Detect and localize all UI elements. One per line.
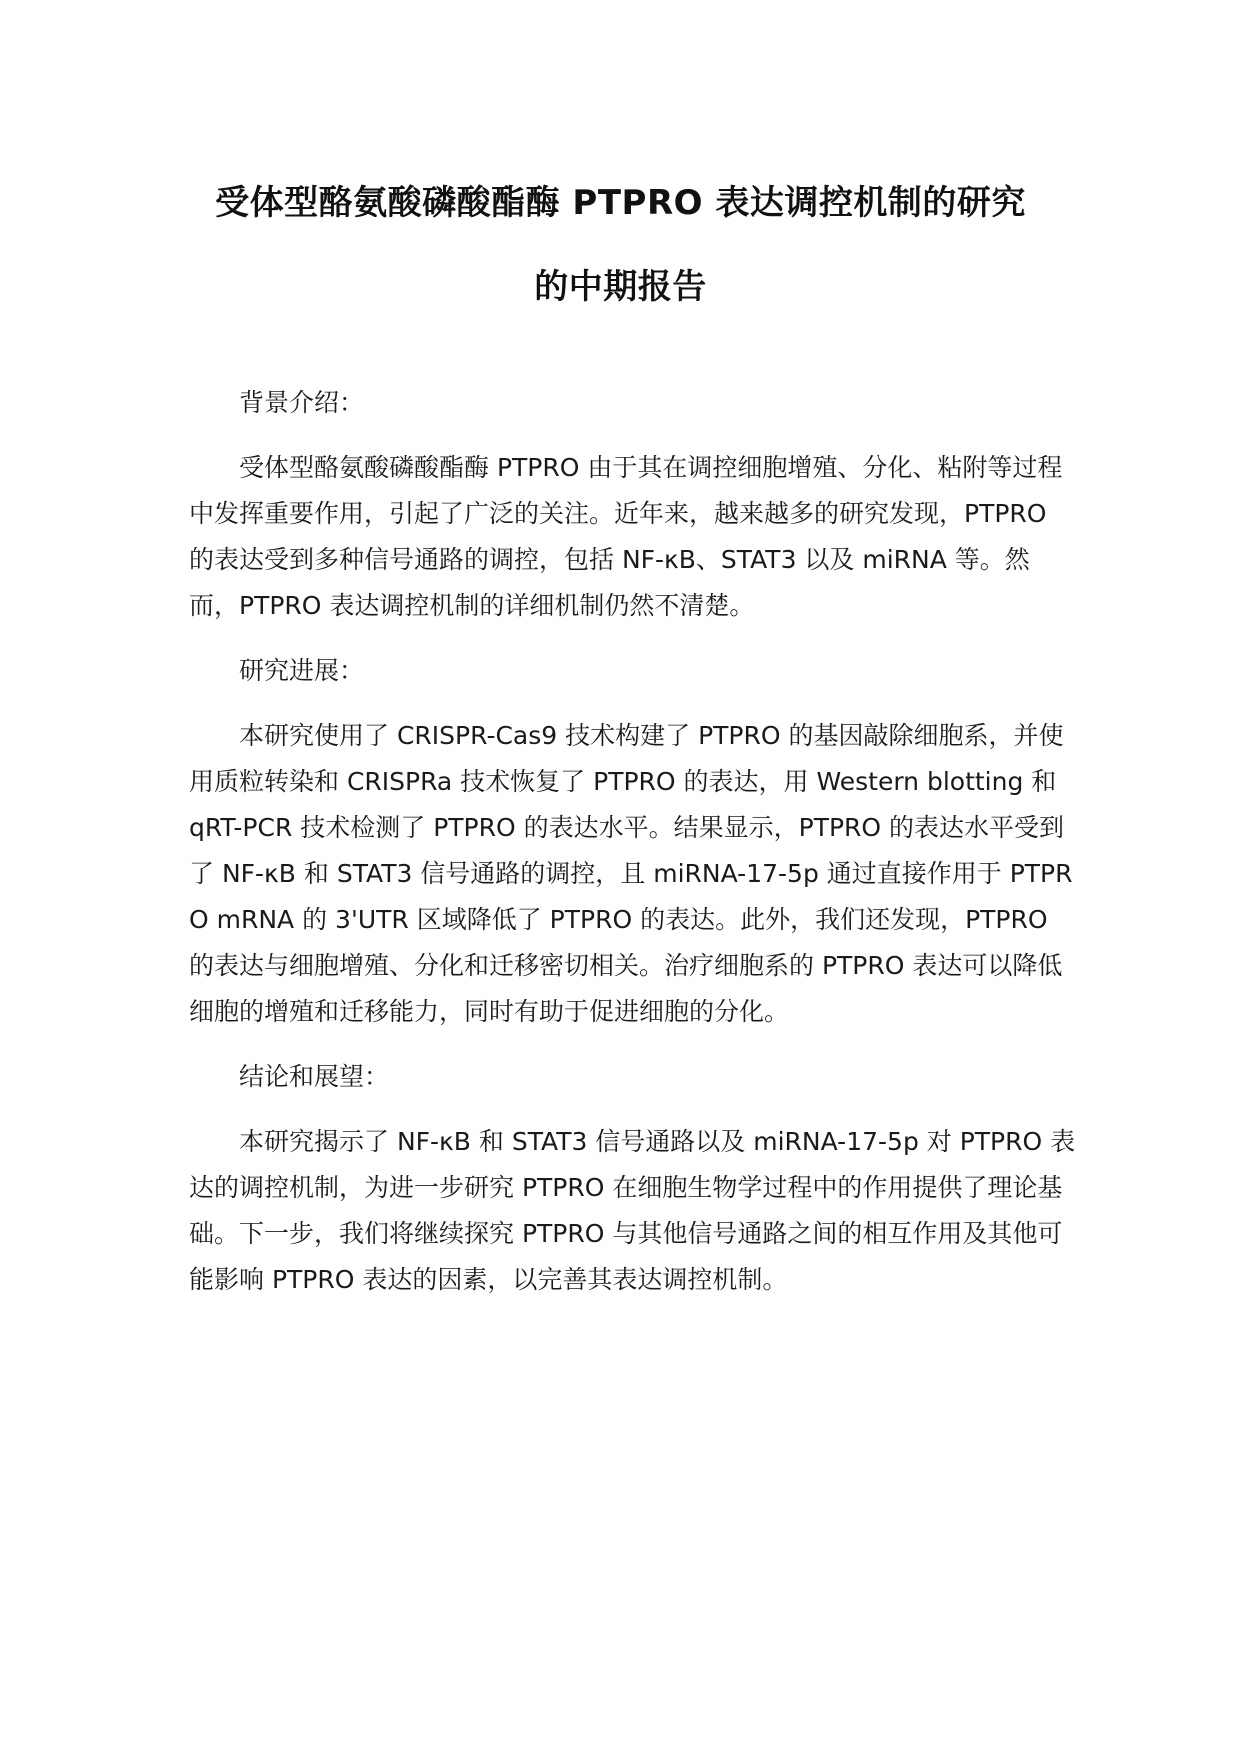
section-heading-background: 背景介绍： <box>239 388 365 417</box>
document-title-line-2: 的中期报告 <box>534 267 707 307</box>
section-paragraph-progress: 本研究使用了 CRISPR-Cas9 技术构建了 PTPRO 的基因敲除细胞系，并使用质粒转染和 CRISPRa 技术恢复了 PTPRO 的表达，用 Western blotting 和 qRT-PCR 技术检测了 PTPRO 的表达水平。结果显示，PTPRO 的表达水平受到了 NF-κB 和 STAT3 信号通路的调控，且 miRNA-17-5p 通过直接作用于 PTPRO mRNA 的 3'UTR 区域降低了 PTPRO 的表达。此外，我们还发现，PTPRO 的表达与细胞增殖、分化和迁移密切相关。治疗细胞系的 PTPRO 表达可以降低细胞的增殖和迁移能力，同时有助于促进细胞的分化。 <box>189 721 1073 1026</box>
section-paragraph-background: 受体型酪氨酸磷酸酯酶 PTPRO 由于其在调控细胞增殖、分化、粘附等过程中发挥重要作用，引起了广泛的关注。近年来，越来越多的研究发现，PTPRO 的表达受到多种信号通路的调控，包括 NF-κB、STAT3 以及 miRNA 等。然而，PTPRO 表达调控机制的详细机制仍然不清楚。 <box>189 453 1063 620</box>
section-heading-conclusion: 结论和展望： <box>239 1062 390 1091</box>
document-title-line-1: 受体型酪氨酸磷酸酯酶 PTPRO 表达调控机制的研究 <box>215 183 1026 223</box>
document-body <box>189 380 1079 1322</box>
section-paragraph-conclusion: 本研究揭示了 NF-κB 和 STAT3 信号通路以及 miRNA-17-5p 对 PTPRO 表达的调控机制，为进一步研究 PTPRO 在细胞生物学过程中的作用提供了理论基础。下一步，我们将继续探究 PTPRO 与其他信号通路之间的相互作用及其他可能影响 PTPRO 表达的因素，以完善其表达调控机制。 <box>189 1127 1076 1294</box>
section-heading-progress: 研究进展： <box>239 656 365 685</box>
